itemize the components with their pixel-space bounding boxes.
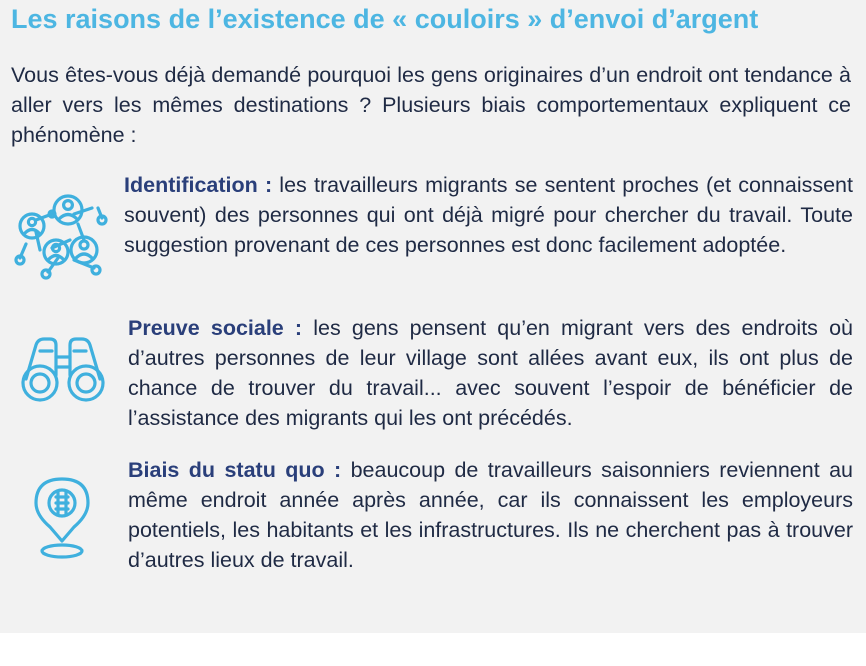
bias-description — [128, 455, 853, 575]
bias-text: les gens pensent qu’en migrant vers des endroits où d’autres personnes de leur village sont allées avant eux, ils ont plus de chance de trouver du travail... avec souvent l’espoir de bénéficier de l’assistance des migrants qui les ont précédés. — [128, 316, 853, 430]
binoculars-icon — [16, 335, 110, 408]
page-title: Les raisons de l’existence de « couloirs » d’envoi d’argent — [11, 4, 759, 34]
network-people-icon — [12, 188, 110, 285]
bias-term: Biais du statu quo : — [128, 458, 342, 482]
bias-text: les travailleurs migrants se sentent proches (et connaissent souvent) des personnes qui ont déjà migré pour chercher du travail. Toute suggestion provenant de ces personnes est donc facilement adoptée. — [124, 173, 853, 257]
bias-description — [124, 170, 853, 260]
bias-term: Identification : — [124, 173, 273, 197]
intro-paragraph: Vous êtes-vous déjà demandé pourquoi les gens originaires d’un endroit ont tendance à aller vers les mêmes destinations ? Plusieurs biais comportementaux expliquent ce phénomène : — [11, 63, 851, 147]
location-pin-icon — [30, 473, 94, 568]
bias-description — [128, 313, 853, 433]
bias-text: beaucoup de travailleurs saisonniers reviennent au même endroit année après année, car ils connaissent les employeurs potentiels, les habitants et les infrastructures. Ils ne cherchent pas à trouver d’autres lieux de travail. — [128, 458, 853, 572]
bias-term: Preuve sociale : — [128, 316, 303, 340]
bottom-margin — [0, 633, 866, 666]
